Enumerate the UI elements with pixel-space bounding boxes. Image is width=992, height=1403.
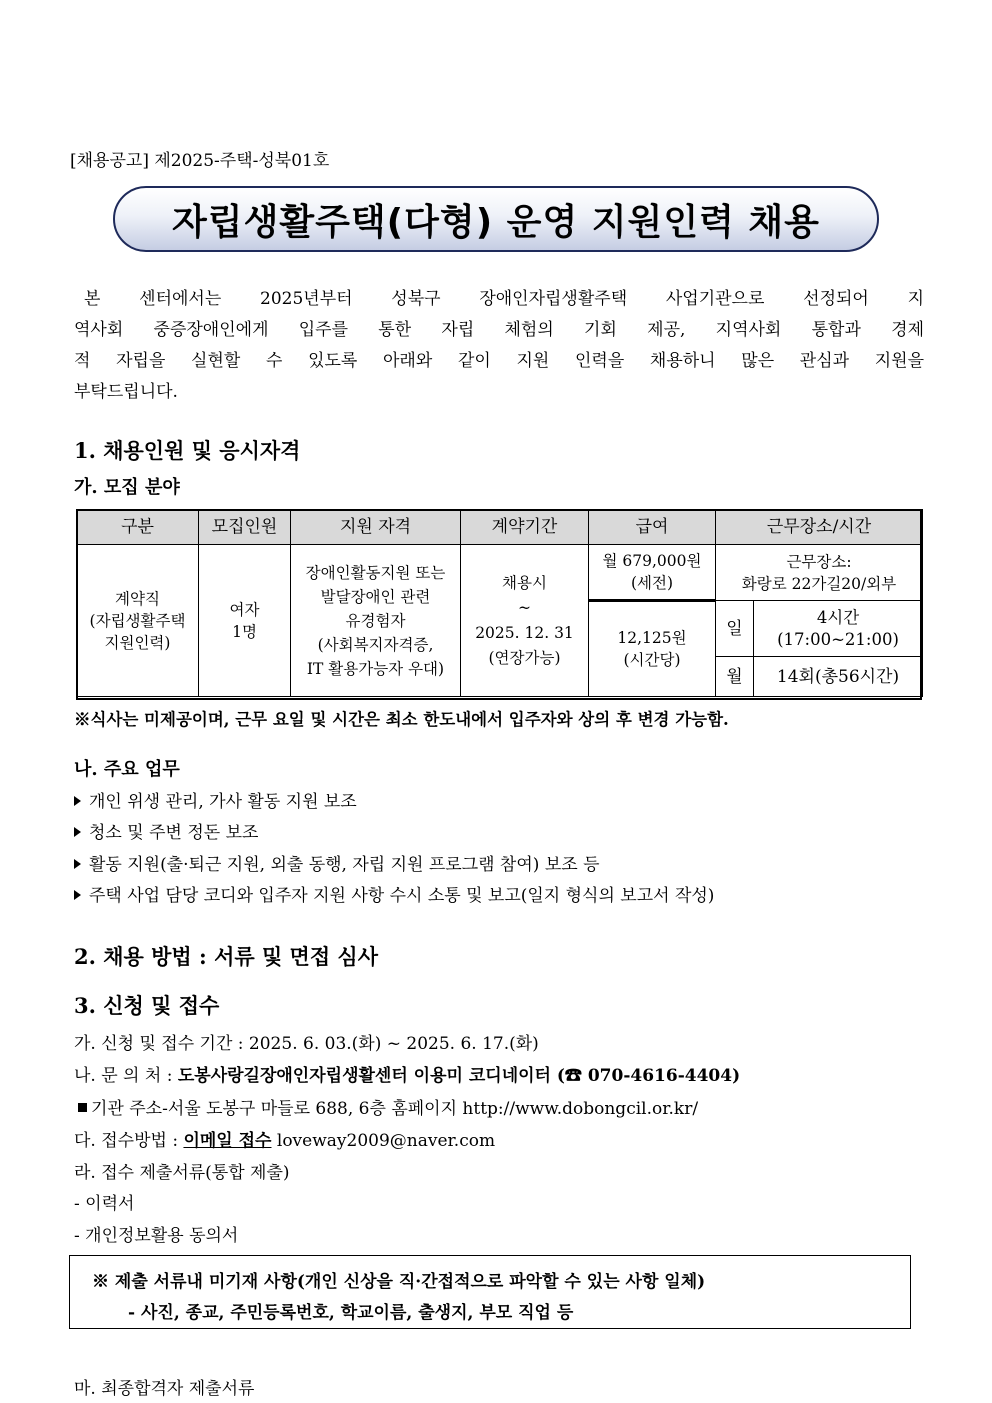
list-item-text: 활동 지원(출·퇴근 지원, 외출 동행, 자립 지원 프로그램 참여) 보조 등 [89, 855, 600, 875]
triangle-bullet-icon [74, 890, 81, 900]
cell-line: IT 활용가능자 우대) [306, 659, 445, 678]
day-label-cell: 일 [716, 601, 754, 657]
cell-line: 여자 [229, 600, 260, 619]
section-1-heading: 1. 채용인원 및 응시자격 [74, 438, 301, 463]
triangle-bullet-icon [74, 827, 81, 837]
method-label: 다. 접수방법 : [74, 1131, 184, 1151]
cell-line: 화랑로 22가길20/외부 [741, 574, 897, 593]
exclusion-line: - 사진, 종교, 주민등록번호, 학교이름, 출생지, 부모 직업 등 [128, 1303, 574, 1323]
cell-line: (시간당) [623, 651, 681, 669]
cell-line: 월 679,000원 [602, 552, 702, 570]
cell-line: 2025. 12. 31 [475, 623, 574, 642]
cell-line: 4시간 [816, 607, 860, 627]
list-item [74, 850, 600, 875]
final-documents-heading: 마. 최종합격자 제출서류 [74, 1379, 255, 1399]
cell-line: 근무장소: [786, 552, 852, 571]
email-address: loveway2009@naver.com [271, 1131, 496, 1151]
exclusion-line: ※ 제출 서류내 미기재 사항(개인 신상을 직·간접적으로 파악할 수 있는 사항 일체) [92, 1272, 706, 1292]
salary-hour-cell [589, 601, 716, 697]
cell-line: (연장가능) [488, 648, 561, 667]
title-banner [113, 186, 879, 252]
contact-value: 도봉사랑길장애인자립생활센터 이용미 코디네이터 (☎ 070-4616-4404) [177, 1066, 741, 1086]
application-period: 가. 신청 및 접수 기간 : 2025. 6. 03.(화) ~ 2025. 6. 17.(화) [74, 1034, 539, 1054]
section-3-heading: 3. 신청 및 접수 [74, 993, 220, 1018]
list-item [74, 787, 357, 812]
list-item [74, 818, 258, 843]
documents-heading: 라. 접수 제출서류(통합 제출) [74, 1163, 290, 1183]
intro-line: 역사회 중증장애인에게 입주를 통한 자립 체험의 기회 제공, 지역사회 통합과 경제 [74, 320, 924, 340]
cell-line: 채용시 [502, 573, 547, 592]
cell-line: 계약직 [115, 589, 160, 608]
cell-line: 1명 [232, 622, 257, 641]
cell-line: (17:00~21:00) [777, 629, 899, 649]
document-item: - 이력서 [74, 1194, 135, 1214]
cell-line: 발달장애인 관련 [320, 587, 431, 606]
section-2-heading: 2. 채용 방법 : 서류 및 면접 심사 [74, 944, 378, 969]
exclusion-notice-box [69, 1255, 911, 1329]
cell-line: (사회복지자격증, [317, 635, 434, 654]
subsection-a-heading: 가. 모집 분야 [74, 477, 180, 498]
headcount-cell [199, 545, 291, 697]
triangle-bullet-icon [74, 859, 81, 869]
month-count-cell: 14회(총56시간) [754, 657, 923, 697]
method-value: 이메일 접수 [183, 1131, 272, 1151]
list-item-text: 주택 사업 담당 코디와 입주자 지원 사항 수시 소통 및 보고(일지 형식의 보고서 작성) [89, 886, 715, 906]
table-header: 구분 [77, 510, 199, 545]
qualification-cell [291, 545, 461, 697]
list-item [74, 881, 714, 906]
table-header: 급여 [589, 510, 716, 545]
cell-line: (자립생활주택 [89, 611, 186, 630]
triangle-bullet-icon [74, 796, 81, 806]
intro-line: 부탁드립니다. [74, 382, 178, 402]
category-cell [77, 545, 199, 697]
notice-number: [채용공고] 제2025-주택-성북01호 [70, 151, 330, 171]
square-bullet-icon [78, 1103, 87, 1112]
intro-line: 본 센터에서는 2025년부터 성북구 장애인자립생활주택 사업기관으로 선정되어 지 [84, 289, 924, 309]
cell-line: 유경험자 [345, 611, 406, 630]
cell-line: 장애인활동지원 또는 [305, 563, 446, 582]
address-line [78, 1094, 698, 1119]
list-item-text: 개인 위생 관리, 가사 활동 지원 보조 [89, 792, 357, 812]
table-header: 계약기간 [461, 510, 589, 545]
contact-label: 나. 문 의 처 : [74, 1066, 178, 1086]
recruitment-table [76, 509, 923, 697]
intro-line: 적 자립을 실현할 수 있도록 아래와 같이 지원 인력을 채용하니 많은 관심과 지원을 [74, 351, 924, 371]
period-cell [461, 545, 589, 697]
table-header: 지원 자격 [291, 510, 461, 545]
day-hours-cell [754, 601, 923, 657]
method-line [74, 1126, 495, 1151]
salary-month-cell [589, 545, 716, 601]
contact-line [74, 1061, 740, 1086]
table-header: 근무장소/시간 [716, 510, 923, 545]
cell-line: ~ [518, 598, 531, 617]
table-footnote: ※식사는 미제공이며, 근무 요일 및 시간은 최소 한도내에서 입주자와 상의 후 변경 가능함. [74, 710, 729, 729]
cell-line: (세전) [630, 574, 674, 592]
table-header: 모집인원 [199, 510, 291, 545]
subsection-b-heading: 나. 주요 업무 [74, 759, 180, 780]
address-text: 기관 주소-서울 도봉구 마들로 688, 6층 홈페이지 http://www.dobongcil.or.kr/ [91, 1099, 699, 1119]
list-item-text: 청소 및 주변 정돈 보조 [89, 823, 259, 843]
workplace-cell [716, 545, 923, 601]
cell-line: 지원인력) [104, 633, 171, 652]
page-title: 자립생활주택(다형) 운영 지원인력 채용 [172, 201, 820, 243]
document-item: - 개인정보활용 동의서 [74, 1226, 239, 1246]
cell-line: 12,125원 [617, 629, 687, 647]
month-label-cell: 월 [716, 657, 754, 697]
